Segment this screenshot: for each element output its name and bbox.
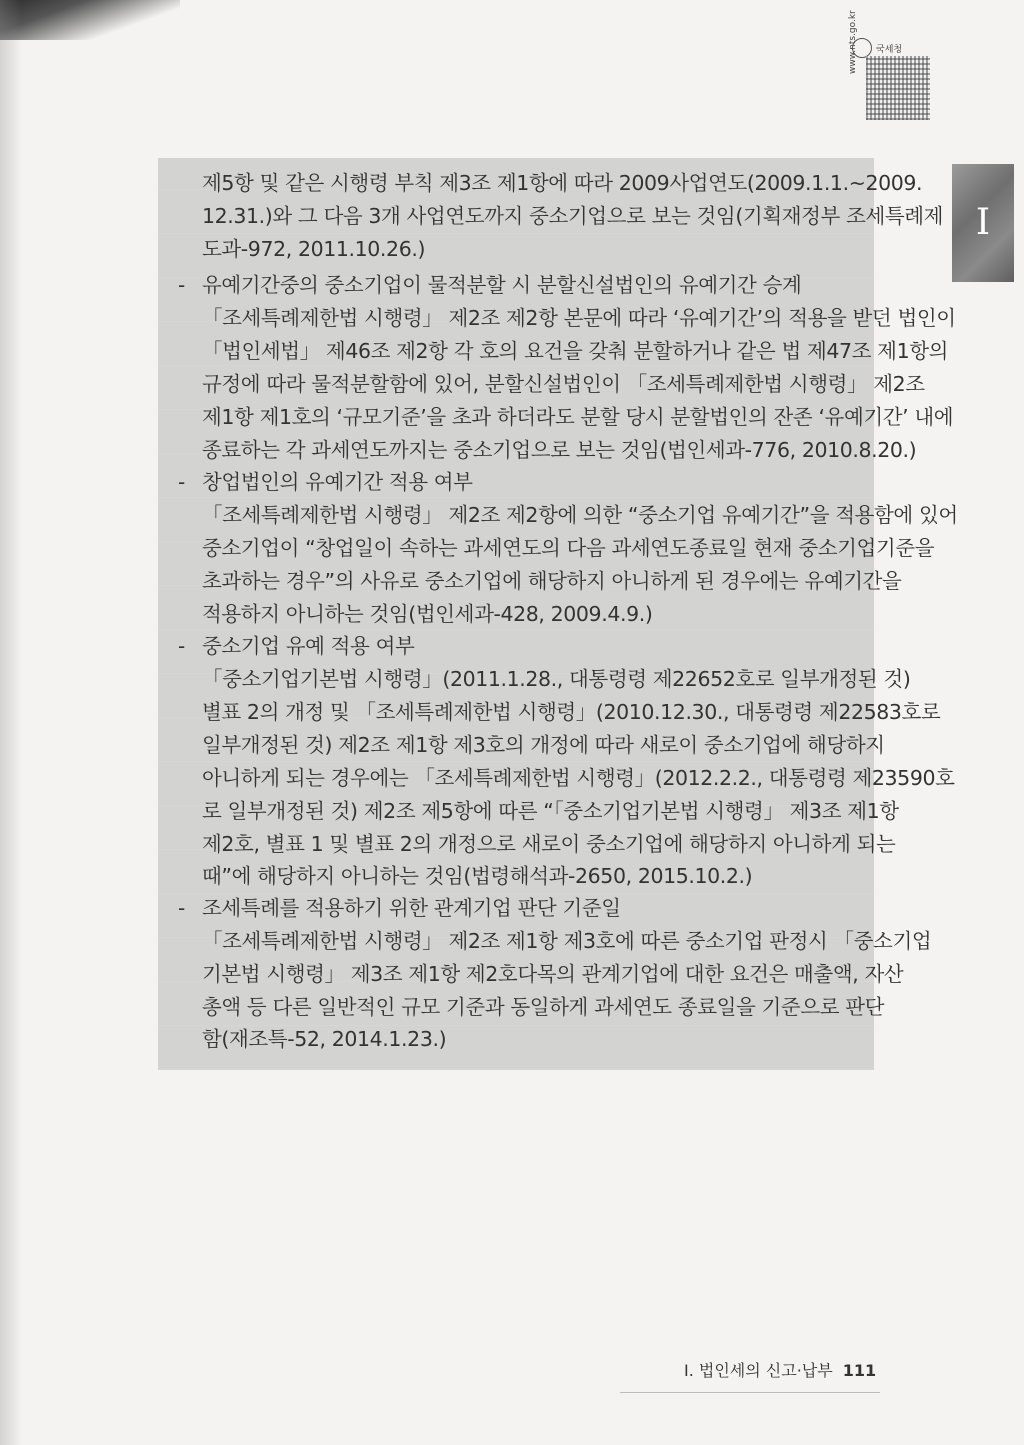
section-heading: 조세특례를 적용하기 위한 관계기업 판단 기준일 bbox=[202, 896, 621, 920]
qr-code-icon bbox=[866, 56, 930, 120]
body-line: 총액 등 다른 일반적인 규모 기준과 동일하게 과세연도 종료일을 기준으로 판단 bbox=[202, 995, 885, 1019]
scan-edge-shadow bbox=[0, 0, 22, 1445]
page-footer bbox=[684, 1356, 884, 1386]
scan-corner-shadow bbox=[0, 0, 180, 40]
body-line: 제5항 및 같은 시행령 부칙 제3조 제1항에 따라 2009사업연도(2009.1.1.~2009. bbox=[202, 171, 923, 195]
section-heading: 유예기간중의 중소기업이 물적분할 시 분할신설법인의 유예기간 승계 bbox=[202, 273, 802, 297]
body-line: 「법인세법」 제46조 제2항 각 호의 요건을 갖춰 분할하거나 같은 법 제47조 제1항의 bbox=[202, 339, 949, 363]
footer-chapter-title: I. 법인세의 신고·납부 bbox=[684, 1361, 833, 1380]
body-line: 「조세특례제한법 시행령」 제2조 제1항 제3호에 따른 중소기업 판정시 「중소기업 bbox=[202, 929, 932, 953]
body-line: 별표 2의 개정 및 「조세특례제한법 시행령」(2010.12.30., 대통령령 제22583호로 bbox=[202, 700, 941, 724]
qr-code-block bbox=[848, 10, 932, 124]
body-line: 함(재조특-52, 2014.1.23.) bbox=[202, 1027, 447, 1051]
body-line: 종료하는 각 과세연도까지는 중소기업으로 보는 것임(법인세과-776, 2010.8.20.) bbox=[202, 438, 917, 462]
body-line: 적용하지 아니하는 것임(법인세과-428, 2009.4.9.) bbox=[202, 602, 653, 626]
body-line: 제2호, 별표 1 및 별표 2의 개정으로 새로이 중소기업에 해당하지 아니하게 되는 bbox=[202, 832, 896, 856]
body-line: 「중소기업기본법 시행령」(2011.1.28., 대통령령 제22652호로 일부개정된 것) bbox=[202, 667, 911, 691]
chapter-tab-label: I bbox=[975, 202, 991, 243]
section-heading: 중소기업 유예 적용 여부 bbox=[202, 634, 415, 658]
bullet-dash: - bbox=[178, 634, 186, 658]
page-number: 111 bbox=[842, 1361, 877, 1380]
body-line: 때”에 해당하지 아니하는 것임(법령해석과-2650, 2015.10.2.) bbox=[202, 864, 753, 888]
body-line: 일부개정된 것) 제2조 제1항 제3호의 개정에 따라 새로이 중소기업에 해당하지 bbox=[202, 733, 885, 757]
site-url: www.nts.go.kr bbox=[848, 10, 858, 74]
body-line: 로 일부개정된 것) 제2조 제5항에 따른 “「중소기업기본법 시행령」 제3조 제1항 bbox=[202, 799, 899, 823]
bullet-dash: - bbox=[178, 896, 186, 920]
body-line: 제1항 제1호의 ‘규모기준’을 초과 하더라도 분할 당시 분할법인의 잔존 ‘유예기간’ 내에 bbox=[202, 405, 954, 429]
body-line: 기본법 시행령」 제3조 제1항 제2호다목의 관계기업에 대한 요건은 매출액, 자산 bbox=[202, 962, 904, 986]
body-line: 「조세특례제한법 시행령」 제2조 제2항 본문에 따라 ‘유예기간’의 적용을 받던 법인이 bbox=[202, 306, 956, 330]
body-line: 초과하는 경우”의 사유로 중소기업에 해당하지 아니하게 된 경우에는 유예기간을 bbox=[202, 569, 902, 593]
bullet-dash: - bbox=[178, 273, 186, 297]
body-line: 12.31.)와 그 다음 3개 사업연도까지 중소기업으로 보는 것임(기획재정부 조세특례제 bbox=[202, 204, 944, 228]
chapter-tab bbox=[952, 164, 1014, 282]
body-line: 아니하게 되는 경우에는 「조세특례제한법 시행령」(2012.2.2., 대통령령 제23590호 bbox=[202, 766, 955, 790]
brand-name: 국세청 bbox=[876, 45, 903, 55]
bullet-dash: - bbox=[178, 470, 186, 494]
footer-divider bbox=[620, 1392, 880, 1393]
section-heading: 창업법인의 유예기간 적용 여부 bbox=[202, 470, 473, 494]
body-line: 「조세특례제한법 시행령」 제2조 제2항에 의한 “중소기업 유예기간”을 적용함에 있어 bbox=[202, 503, 958, 527]
body-line: 중소기업이 “창업일이 속하는 과세연도의 다음 과세연도종료일 현재 중소기업기준을 bbox=[202, 536, 935, 560]
body-line: 도과-972, 2011.10.26.) bbox=[202, 237, 426, 261]
body-line: 규정에 따라 물적분할함에 있어, 분할신설법인이 「조세특례제한법 시행령」 제2조 bbox=[202, 372, 925, 396]
